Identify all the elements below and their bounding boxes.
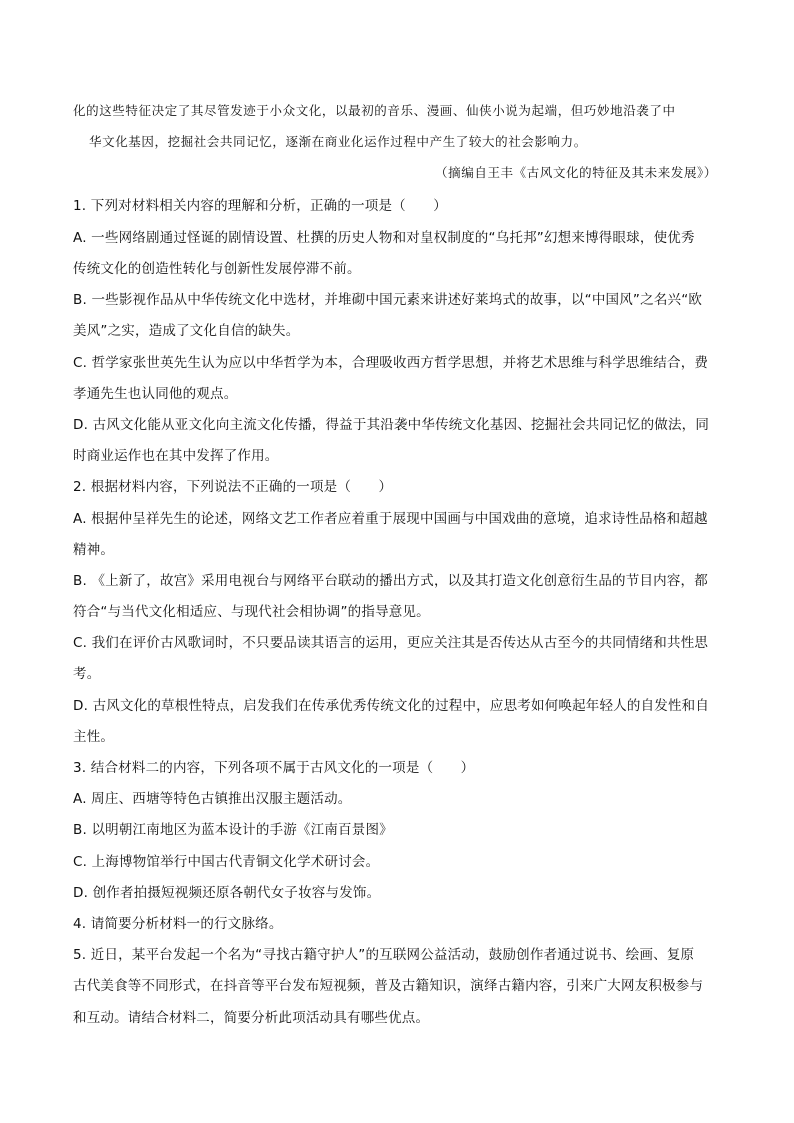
passage-source: （摘编自王丰《古风文化的特征及其未来发展》）	[435, 165, 717, 180]
q3-option-b: B. 以明朝江南地区为蓝本设计的手游《江南百景图》	[73, 822, 393, 838]
q1-option-a-cont: 传统文化的创造性转化与创新性发展停滞不前。	[73, 261, 361, 277]
question-5-stem: 5. 近日，某平台发起一个名为“寻找古籍守护人”的互联网公益活动，鼓励创作者通过说书、绘画、复原	[73, 947, 695, 963]
question-2-stem: 2. 根据材料内容，下列说法不正确的一项是（ ）	[73, 479, 393, 495]
q1-option-c: C. 哲学家张世英先生认为应以中华哲学为本，合理吸收西方哲学思想，并将艺术思维与科学思维结合，费	[73, 355, 709, 371]
q1-option-d-cont: 时商业运作也在其中发挥了作用。	[73, 448, 279, 464]
question-3-stem: 3. 结合材料二的内容，下列各项不属于古风文化的一项是（ ）	[73, 760, 475, 776]
q3-option-a: A. 周庄、西塘等特色古镇推出汉服主题活动。	[73, 791, 352, 807]
q2-option-a: A. 根据仲呈祥先生的论述，网络文艺工作者应着重于展现中国画与中国戏曲的意境，追求诗性品格和超越	[73, 511, 708, 527]
q1-option-b: B. 一些影视作品从中华传统文化中选材，并堆砌中国元素来讲述好莱坞式的故事，以“中国风”之名兴“欧	[73, 292, 703, 308]
question-4-stem: 4. 请简要分析材料一的行文脉络。	[73, 916, 283, 932]
q1-option-c-cont: 孝通先生也认同他的观点。	[73, 386, 238, 402]
question-1-stem: 1. 下列对材料相关内容的理解和分析，正确的一项是（ ）	[73, 198, 447, 214]
q2-option-c: C. 我们在评价古风歌词时，不只要品读其语言的运用，更应关注其是否传达从古至今的共同情绪和共性思	[73, 635, 709, 651]
q2-option-d: D. 古风文化的草根性特点，启发我们在传承优秀传统文化的过程中，应思考如何唤起年轻人的自发性和自	[73, 698, 710, 714]
question-5-stem-cont: 古代美食等不同形式，在抖音等平台发布短视频，普及古籍知识，演绎古籍内容，引来广大网友积极参与	[73, 978, 704, 994]
q2-option-c-cont: 考。	[73, 666, 101, 682]
q2-option-b: B. 《上新了，故宫》采用电视台与网络平台联动的播出方式，以及其打造文化创意衍生品的节目内容，都	[73, 573, 708, 589]
q2-option-b-cont: 符合“与当代文化相适应、与现代社会相协调”的指导意见。	[73, 604, 430, 620]
passage-line: 化的这些特征决定了其尽管发迹于小众文化，以最初的音乐、漫画、仙侠小说为起端，但巧妙地沿袭了中	[73, 103, 676, 118]
q2-option-a-cont: 精神。	[73, 542, 115, 558]
q1-option-a: A. 一些网络剧通过怪诞的剧情设置、杜撰的历史人物和对皇权制度的“乌托邦”幻想来博得眼球，使优秀	[73, 230, 695, 246]
passage-line: 华文化基因，挖掘社会共同记忆，逐渐在商业化运作过程中产生了较大的社会影响力。	[89, 134, 587, 149]
q3-option-c: C. 上海博物馆举行中国古代青铜文化学术研讨会。	[73, 854, 380, 870]
q3-option-d: D. 创作者拍摄短视频还原各朝代女子妆容与发饰。	[73, 885, 381, 901]
question-5-stem-cont: 和互动。请结合材料二，简要分析此项活动具有哪些优点。	[73, 1010, 430, 1026]
q1-option-b-cont: 美风”之实，造成了文化自信的缺失。	[73, 323, 300, 339]
q1-option-d: D. 古风文化能从亚文化向主流文化传播，得益于其沿袭中华传统文化基因、挖掘社会共同记忆的做法，同	[73, 417, 710, 433]
q2-option-d-cont: 主性。	[73, 729, 115, 745]
